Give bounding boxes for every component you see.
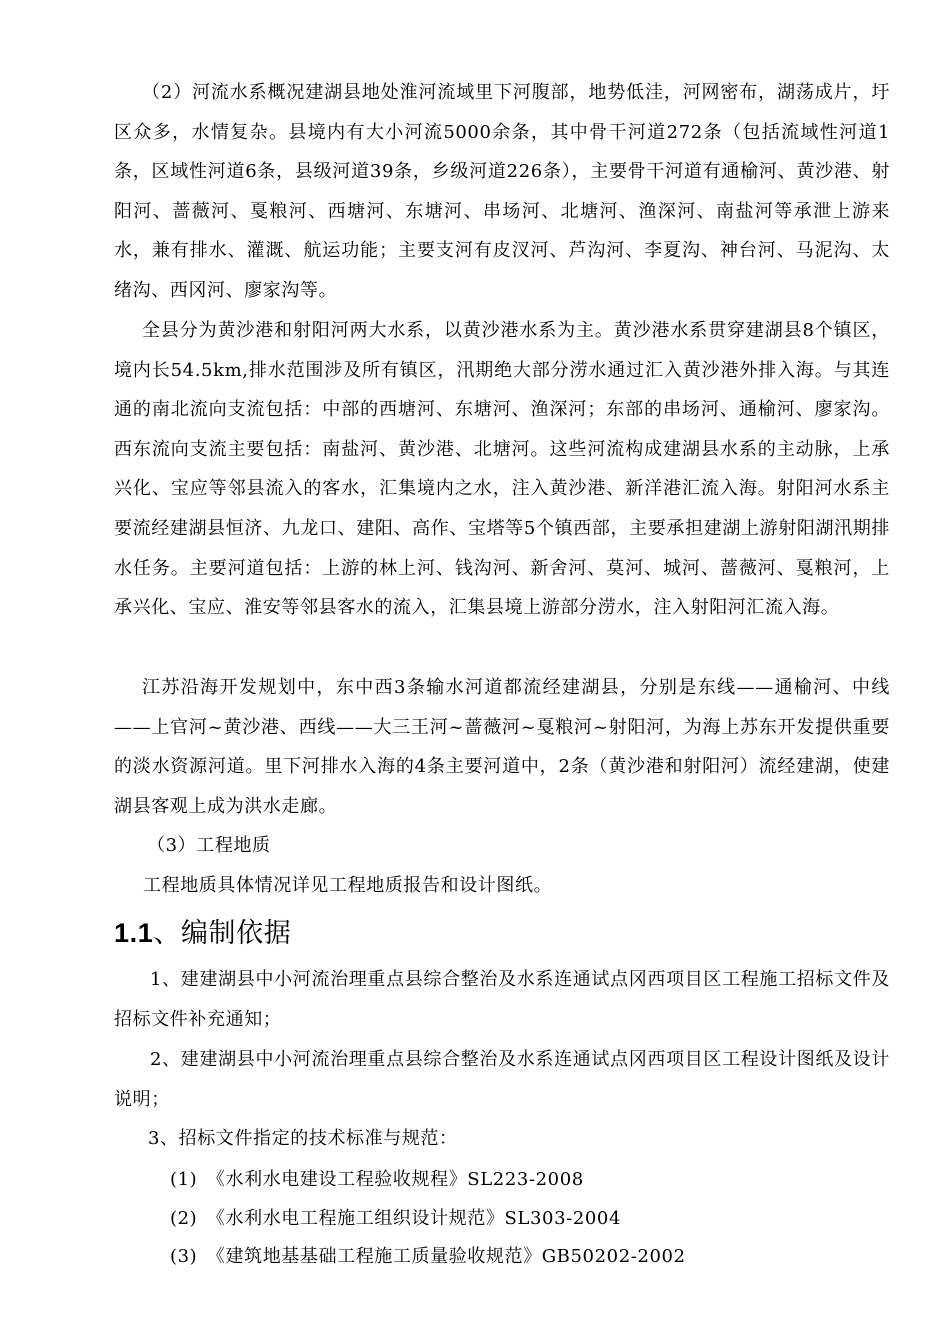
basis-item-2: 2、建建湖县中小河流治理重点县综合整治及水系连通试点冈西项目区工程设计图纸及设计说明； bbox=[114, 1049, 890, 1110]
paragraph-river-overview: （2）河流水系概况建湖县地处淮河流域里下河腹部，地势低洼，河网密布，湖荡成片，圩区众多，水情复杂。县境内有大小河流5000余条，其中骨干河道272条（包括流域性河道1条，区域性河道6条，县级河道39条，乡级河道226条），主要骨干河道有通榆河、黄沙港、射阳河、蔷薇河、戛粮河、西塘河、东塘河、串场河、北塘河、渔深河、南盐河等承泄上游来水，兼有排水、灌溉、航运功能；主要支河有皮汊河、芦沟河、李夏沟、神台河、马泥沟、太绪沟、西冈河、廖家沟等。 bbox=[114, 82, 890, 301]
basis-item-1: 1、建建湖县中小河流治理重点县综合整治及水系连通试点冈西项目区工程施工招标文件及招标文件补充通知； bbox=[114, 969, 890, 1030]
standard-item-3: (3) 《建筑地基基础工程施工质量验收规范》GB50202-2002 bbox=[170, 1246, 686, 1267]
paragraph-geology: 工程地质具体情况详见工程地质报告和设计图纸。 bbox=[143, 875, 553, 896]
standard-item-1: (1) 《水利水电建设工程验收规程》SL223-2008 bbox=[170, 1169, 584, 1190]
paragraph-water-systems: 全县分为黄沙港和射阳河两大水系，以黄沙港水系为主。黄沙港水系贯穿建湖县8个镇区，境内长54.5km,排水范围涉及所有镇区，汛期绝大部分涝水通过汇入黄沙港外排入海。与其连通的南北流向支流包括：中部的西塘河、东塘河、渔深河；东部的串场河、通榆河、廖家沟。西东流向支流主要包括：南盐河、黄沙港、北塘河。这些河流构成建湖县水系的主动脉，上承兴化、宝应等邻县流入的客水，汇集境内之水，注入黄沙港、新洋港汇流入海。射阳河水系主要流经建湖县恒济、九龙口、建阳、高作、宝塔等5个镇西部，主要承担建湖上游射阳湖汛期排水任务。主要河道包括：上游的林上河、钱沟河、新舍河、莫河、城河、蔷薇河、戛粮河，上承兴化、宝应、淮安等邻县客水的流入，汇集县境上游部分涝水，注入射阳河汇流入海。 bbox=[114, 320, 890, 619]
paragraph-coastal-plan: 江苏沿海开发规划中，东中西3条输水河道都流经建湖县，分别是东线——通榆河、中线——上官河~黄沙港、西线——大三王河~蔷薇河~戛粮河~射阳河，为海上苏东开发提供重要的淡水资源河道。里下河排水入海的4条主要河道中，2条（黄沙港和射阳河）流经建湖，使建湖县客观上成为洪水走廊。 bbox=[114, 677, 890, 817]
section-title: 、编制依据 bbox=[153, 918, 292, 949]
standard-item-2: (2) 《水利水电工程施工组织设计规范》SL303-2004 bbox=[170, 1208, 622, 1229]
basis-item-3: 3、招标文件指定的技术标准与规范： bbox=[148, 1128, 458, 1149]
subsection-title-geology: （3）工程地质 bbox=[147, 835, 271, 856]
section-heading-basis bbox=[114, 913, 291, 954]
section-number: 1.1 bbox=[114, 918, 154, 948]
